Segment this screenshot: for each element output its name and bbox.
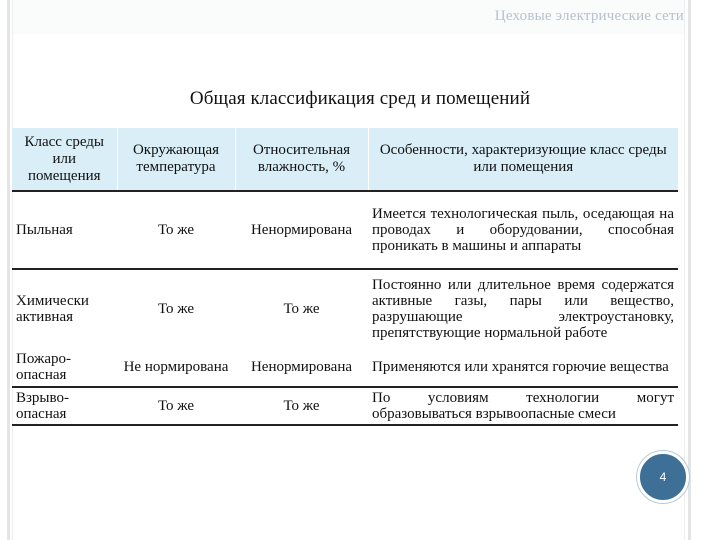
header-features: Особенности, характеризующие класс среды или помещения [368, 128, 678, 191]
header-humidity: Относительная влажность, % [235, 128, 368, 191]
table-row [12, 347, 678, 387]
cell-temperature: То же [117, 269, 235, 347]
cell-humidity: То же [235, 269, 368, 347]
cell-features: Имеется технологическая пыль, оседающая на проводах и оборудовании, способная проникать в машины и аппараты [368, 191, 678, 269]
cell-class: Пыльная [12, 191, 117, 269]
cell-features: По условиям технологии могут образовываться взрывоопасные смеси [368, 387, 678, 425]
cell-temperature: То же [117, 191, 235, 269]
right-border [688, 0, 691, 540]
slide-header-title: Цеховые электрические сети [494, 8, 684, 24]
table-header-row [12, 128, 678, 191]
cell-class: Пожаро-опасная [16, 350, 71, 383]
cell-humidity: То же [235, 387, 368, 425]
right-border-inner [684, 0, 685, 540]
cell-class: Взрыво-опасная [12, 387, 117, 425]
table-row [12, 269, 678, 347]
page-title: Общая классификация сред и помещений [189, 88, 531, 109]
cell-temperature: То же [117, 387, 235, 425]
cell-features: Постоянно или длительное время содержатся активные газы, пары или вещество, разрушающие электроустановку, препятствующие нормальной работе [368, 269, 678, 347]
cell-temperature: Не нормирована [123, 358, 229, 375]
cell-features: Применяются или хранятся горючие вещества [372, 358, 669, 375]
header-class: Класс среды или помещения [12, 128, 117, 191]
table-row [12, 387, 678, 425]
left-border [7, 0, 10, 540]
page-number-badge: 4 [637, 451, 689, 503]
cell-humidity: Ненормирована [235, 191, 368, 269]
cell-humidity: Ненормирована [250, 358, 353, 375]
classification-table [12, 128, 678, 426]
header-temperature: Окружающая температура [117, 128, 235, 191]
cell-class: Химически активная [12, 269, 117, 347]
table-row [12, 191, 678, 269]
